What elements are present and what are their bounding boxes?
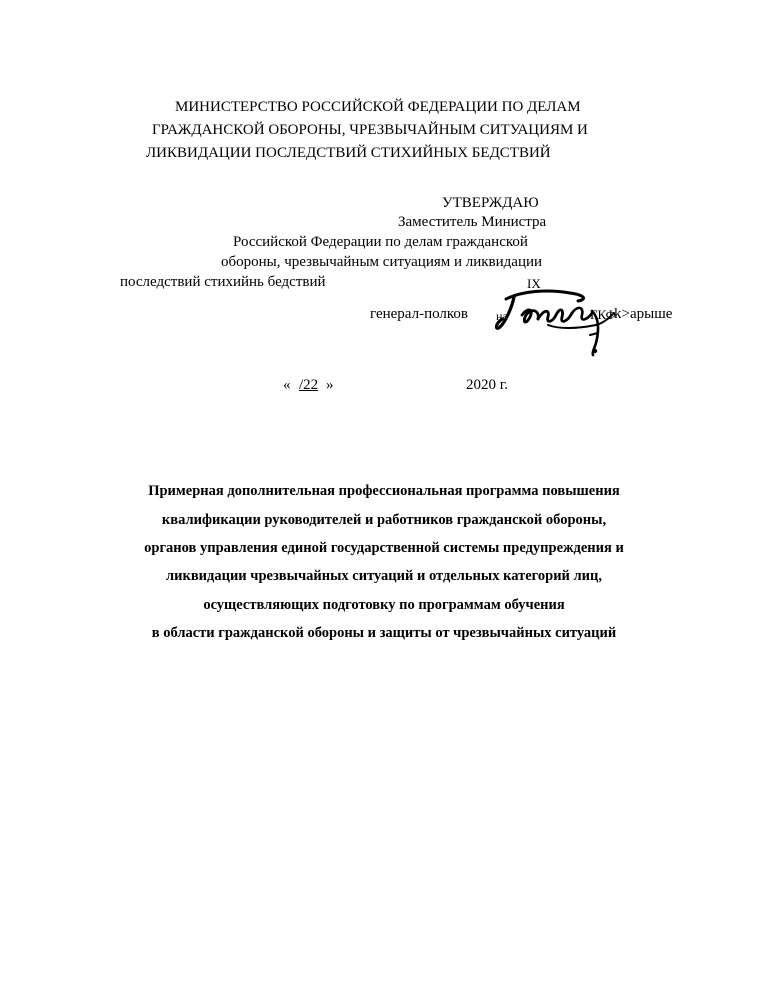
date-day: /22 (299, 377, 319, 393)
approval-heading: УТВЕРЖДАЮ (442, 195, 539, 211)
date-year: 2020 г. (466, 377, 508, 393)
date-open-quote: « (283, 377, 291, 393)
program-title-line: квалификации руководителей и работников гражданской обороны, (161, 512, 607, 528)
date-close-quote: » (326, 377, 334, 393)
ocr-fragment: IX (527, 276, 541, 291)
program-title-line: Примерная дополнительная профессиональная программа повышения (148, 483, 620, 499)
signature-image (492, 285, 627, 357)
ministry-header-line: ГРАЖДАНСКОЙ ОБОРОНЫ, ЧРЕЗВЫЧАЙНЫМ СИТУАЦИЯМ И (152, 122, 588, 138)
program-title-line: в области гражданской обороны и защиты от чрезвычайных ситуаций (151, 625, 617, 641)
approval-position-line: Заместитель Министра (398, 214, 547, 230)
ministry-header-line: ЛИКВИДАЦИИ ПОСЛЕДСТВИЙ СТИХИЙНЫХ БЕДСТВИЙ (146, 145, 551, 161)
approval-position-line: Российской Федерации по делам гражданской (233, 234, 528, 250)
approval-position-line: последствий стихийнь бедствий (120, 274, 326, 290)
approval-name-prefix: на (496, 309, 508, 323)
program-title-line: осуществляющих подготовку по программам обучения (203, 597, 565, 613)
program-title-line: органов управления единой государственной системы предупреждения и (144, 540, 624, 556)
program-title-line: ликвидации чрезвычайных ситуаций и отдельных категорий лиц, (165, 568, 602, 584)
approval-name-suffix: k>арыше (614, 306, 673, 322)
approval-rank: генерал-полков (370, 306, 468, 322)
ministry-header-line: МИНИСТЕРСТВО РОССИЙСКОЙ ФЕДЕРАЦИИ ПО ДЕЛАМ (175, 99, 581, 115)
approval-name-fragment: ГКФ (590, 307, 616, 322)
approval-position-line: обороны, чрезвычайным ситуациям и ликвидации (221, 254, 543, 270)
